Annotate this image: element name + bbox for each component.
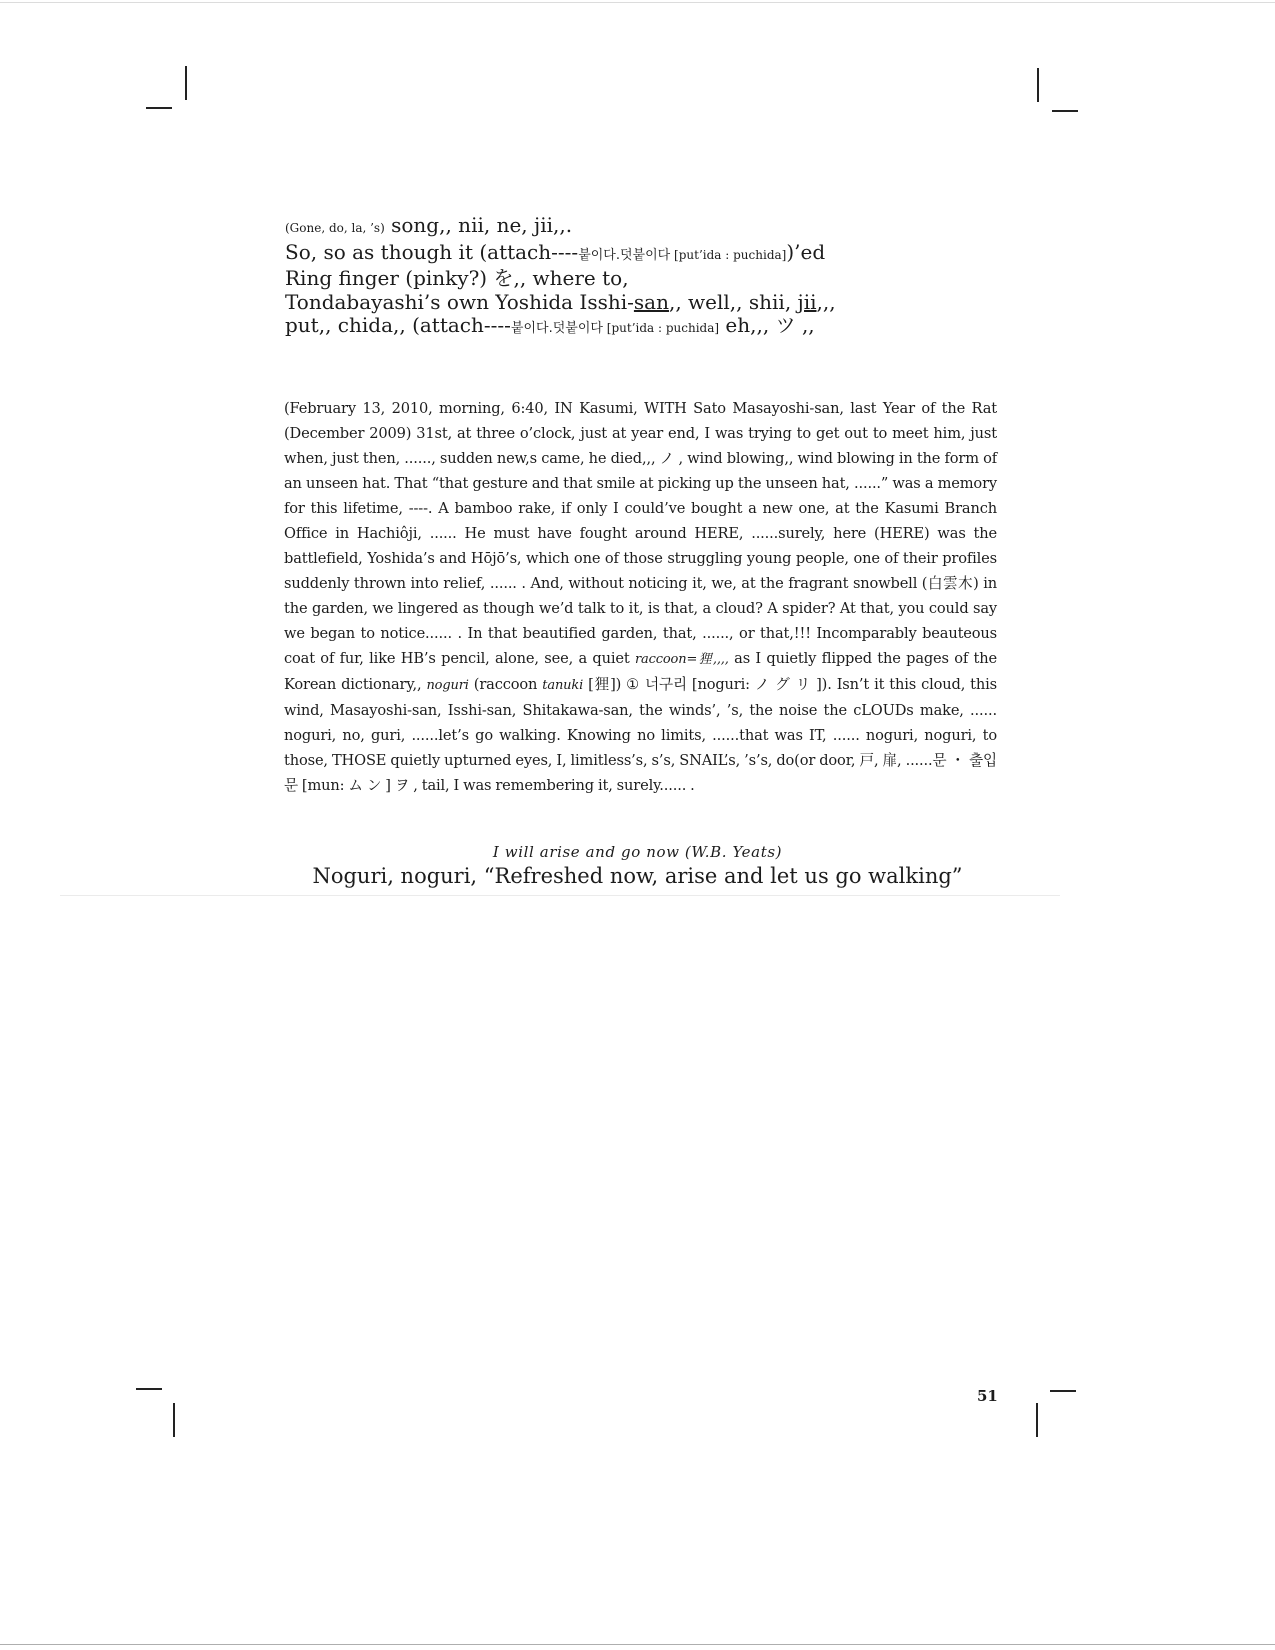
scan-line: [60, 895, 1060, 896]
poem-line-5-text: put,, chida,, (attach----: [285, 313, 511, 337]
poem-line-4-suffix: ,,,: [816, 289, 836, 314]
poem-line-4: [285, 291, 985, 315]
poem-line-2: [285, 241, 985, 268]
poem-line-4-jii-underlined: jii: [797, 289, 817, 314]
poem-line-5-korean: 붙이다.덧붙이다: [510, 321, 603, 336]
epigraph: I will arise and go now (W.B. Yeats): [492, 843, 783, 861]
poem-line-5: [285, 314, 985, 341]
scan-edge-bottom: [0, 1644, 1275, 1645]
poem-line-1-prefix: (Gone, do, la, ’s): [285, 221, 385, 235]
crop-mark-bottom-left-vertical: [173, 1403, 175, 1437]
poem-line-5-suffix: eh,,, ツ ,,: [719, 313, 815, 337]
refrain-line: Noguri, noguri, “Refreshed now, arise and let us go walking”: [312, 864, 963, 888]
crop-mark-top-left-vertical: [185, 66, 187, 100]
crop-mark-bottom-left-horizontal: [136, 1388, 162, 1390]
poem-stanza: [285, 214, 985, 341]
poem-line-4-middle: ,, well,, shii,: [668, 289, 798, 314]
page-number: 51: [977, 1387, 998, 1405]
crop-mark-top-left-horizontal: [146, 107, 172, 109]
poem-line-4-text: Tondabayashi’s own Yoshida Isshi-: [285, 289, 634, 314]
poem-line-5-gloss: [put’ida : puchida]: [602, 321, 720, 335]
poem-line-2-gloss: [put’ida : puchida]: [670, 247, 787, 262]
prose-raccoon-italic: raccoon=狸,,,,: [634, 652, 729, 667]
prose-paragraph: [284, 396, 997, 798]
prose-part-3: (raccoon: [468, 676, 543, 693]
poem-line-2-suffix: )’ed: [786, 239, 826, 264]
crop-mark-top-right-vertical: [1037, 68, 1039, 102]
prose-part-1: (February 13, 2010, morning, 6:40, IN Kasumi, WITH Sato Masayoshi-san, last Year of the Rat (December 2009) 31st, at three o’clock, just at year end, I was trying to get out to meet him, just when, just then, ......, sudden new,s came, he died,,, ノ , wind blowing,, wind blowing in the form of an unseen hat. That “that gesture and that smile at picking up the unseen hat, ......” was a memory for this lifetime, ----. A bamboo rake, if only I could’ve bought a new one, at the Kasumi Branch Office in Hachiôji, ...... He must have fought around HERE, ......surely, here (HERE) was the battlefield, Yoshida’s and Hōjō’s, which one of those struggling young people, one of their profiles suddenly thrown into relief, ...... . And, without noticing it, we, at the fragrant snowbell (白雲木) in the garden, we lingered as though we’d talk to it, is that, a cloud? A spider? At that, you could say we began to notice...... . In that beautified garden, that, ......, or that,!!! Incomparably beauteous coat of fur, like HB’s pencil, alone, see, a quiet: [284, 400, 997, 667]
crop-mark-bottom-right-vertical: [1036, 1403, 1038, 1437]
poem-line-4-san-underlined: san: [633, 289, 669, 314]
poem-line-1-text: song,, nii, ne, jii,,.: [384, 213, 573, 237]
prose-tanuki-italic: tanuki: [542, 678, 584, 693]
prose-noguri-italic: noguri: [426, 678, 469, 693]
poem-line-1: [285, 214, 985, 241]
prose-part-2: as I quietly flipped the pages of the Korean dictionary,,: [284, 650, 997, 693]
poem-line-2-korean: 붙이다.덧붙이다: [578, 247, 671, 263]
scan-edge-top: [0, 2, 1275, 3]
poem-line-2-text: So, so as though it (attach----: [285, 239, 579, 264]
crop-mark-bottom-right-horizontal: [1050, 1390, 1076, 1392]
poem-line-3: Ring finger (pinky?) を,, where to,: [285, 266, 629, 290]
crop-mark-top-right-horizontal: [1052, 110, 1078, 112]
prose-part-4: [狸]) ① 너구리 [noguri: ノ グ リ ]). Isn’t it this cloud, this wind, Masayoshi-san, Isshi-san, Shitakawa-san, the winds’, ’s, the noise the cLOUDs make, ...... noguri, no, guri, ......let’s go walking. Knowing no limits, ......that was IT, ...... noguri, noguri, to those, THOSE quietly upturned eyes, I, limitless’s, s’s, SNAIL’s, ’s’s, do(or door, 戸, 扉, ......문 ・ 출입문 [mun: ム ン ] ヲ , tail, I was remembering it, surely...... .: [284, 676, 998, 794]
